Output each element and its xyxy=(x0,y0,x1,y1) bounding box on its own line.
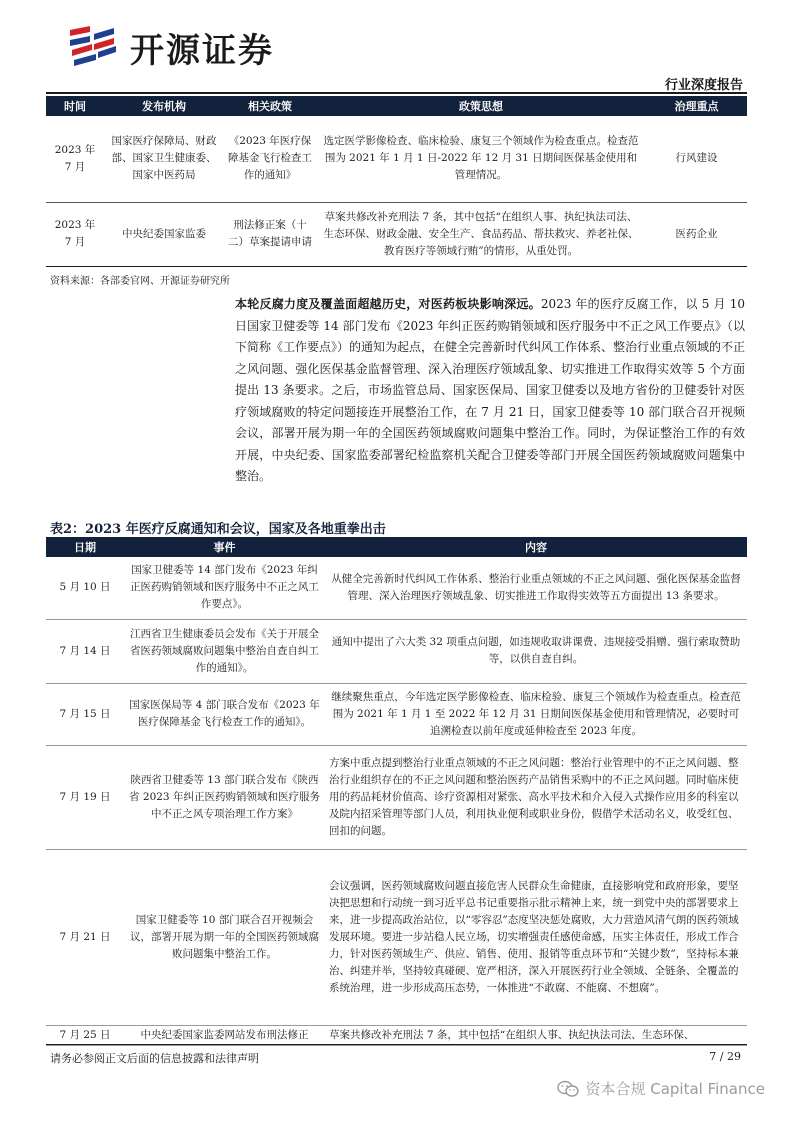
watermark-text: 资本合规 Capital Finance xyxy=(585,1080,765,1098)
logo-text: 开源证券 xyxy=(130,30,274,71)
content-cell: 方案中重点提到整治行业重点领域的不正之风问题：整治行业管理中的不正之风问题、整治行业组织存在的不正之风问题和整治医药产品销售采购中的不正之风问题。同时临床使用的药品耗材价值高、诊疗资源相对紧张、高水平技术和介入侵入式操作应用多的科室以及院内招采管理等部门人员，利用执业便利或职业身份，假借学术活动名义，收受红包、回扣的问题。 xyxy=(325,745,747,849)
date-cell: 7 月 25 日 xyxy=(46,1025,124,1045)
column-header: 日期 xyxy=(46,537,124,557)
event-cell: 陕西省卫健委等 13 部门联合发布《陕西省 2023 年纠正医药购销领域和医疗服务中不正之风专项治理工作方案》 xyxy=(124,745,325,849)
content-cell: 通知中提出了六大类 32 项重点问题，如违规收取讲课费、违规接受捐赠、强行索取赞助等，以供自查自纠。 xyxy=(325,619,747,683)
column-header: 相关政策 xyxy=(224,96,316,116)
content-cell: 草案共修改补充刑法 7 条，其中包括“在组织人事、执纪执法司法、生态环保、 xyxy=(325,1025,747,1045)
page-number: 7 / 29 xyxy=(709,1050,741,1063)
kaiyuan-logo-icon xyxy=(66,24,118,70)
content-cell: 从健全完善新时代纠风工作体系、整治行业重点领域的不正之风问题、强化医保基金监督管理、深入治理医疗领域乱象、切实推进工作取得实效等五方面提出 13 条要求。 xyxy=(325,557,747,619)
table-row xyxy=(46,1025,747,1045)
events-table xyxy=(46,537,747,1046)
wechat-icon xyxy=(557,1080,579,1098)
policy-cell: 《2023 年医疗保障基金飞行检查工作的通知》 xyxy=(224,116,316,202)
focus-cell: 行风建设 xyxy=(646,116,747,202)
event-cell: 国家卫健委等 10 部门联合召开视频会议，部署开展为期一年的全国医药领域腐败问题集中整治工作。 xyxy=(124,849,325,1025)
header-divider xyxy=(46,92,747,94)
table-row xyxy=(46,619,747,683)
paragraph-lead: 本轮反腐力度及覆盖面超越历史，对医药板块影响深远。 xyxy=(235,297,541,311)
events-table-header xyxy=(46,537,747,557)
column-header: 治理重点 xyxy=(646,96,747,116)
date-cell: 7 月 14 日 xyxy=(46,619,124,683)
column-header: 时间 xyxy=(46,96,104,116)
content-cell: 继续聚焦重点，今年选定医学影像检查、临床检验、康复三个领域作为检查重点。检查范围为 2021 年 1 月 1 至 2022 年 12 月 31 日期间医保基金使用和管理情况，必要时可追溯检查以前年度或延伸检查至 2023 年度。 xyxy=(325,683,747,745)
column-header: 事件 xyxy=(124,537,325,557)
column-header: 内容 xyxy=(325,537,747,557)
table-row xyxy=(46,202,747,266)
disclaimer-text: 请务必参阅正文后面的信息披露和法律声明 xyxy=(50,1052,259,1065)
body-paragraph xyxy=(235,294,745,488)
watermark xyxy=(557,1078,765,1099)
date-cell: 7 月 21 日 xyxy=(46,849,124,1025)
focus-cell: 医药企业 xyxy=(646,202,747,266)
column-header: 发布机构 xyxy=(104,96,224,116)
table-row xyxy=(46,557,747,619)
column-header: 政策思想 xyxy=(316,96,646,116)
policy-cell: 刑法修正案（十二）草案提请申请 xyxy=(224,202,316,266)
idea-cell: 选定医学影像检查、临床检验、康复三个领域作为检查重点。检查范围为 2021 年 1 月 1 日-2022 年 12 月 31 日期间医保基金使用和管理情况。 xyxy=(316,116,646,202)
table-row xyxy=(46,745,747,849)
event-cell: 国家卫健委等 14 部门发布《2023 年纠正医药购销领域和医疗服务中不正之风工作要点》。 xyxy=(124,557,325,619)
brand-logo xyxy=(66,22,274,72)
policy-table-header xyxy=(46,96,747,116)
table-row xyxy=(46,116,747,202)
table-source-note: 资料来源：各部委官网、开源证券研究所 xyxy=(50,276,230,287)
org-cell: 国家医疗保障局、财政部、国家卫生健康委、国家中医药局 xyxy=(104,116,224,202)
document-type-label: 行业深度报告 xyxy=(664,78,743,93)
org-cell: 中央纪委国家监委 xyxy=(104,202,224,266)
event-cell: 国家医保局等 4 部门联合发布《2023 年医疗保障基金飞行检查工作的通知》。 xyxy=(124,683,325,745)
date-cell: 7 月 19 日 xyxy=(46,745,124,849)
policy-table xyxy=(46,96,747,267)
idea-cell: 草案共修改补充刑法 7 条，其中包括“在组织人事、执纪执法司法、生态环保、财政金融、安全生产、食品药品、帮扶救灾、养老社保、教育医疗等领域行贿”的情形，从重处罚。 xyxy=(316,202,646,266)
content-cell: 会议强调，医药领域腐败问题直接危害人民群众生命健康，直接影响党和政府形象，要坚决把思想和行动统一到习近平总书记重要指示批示精神上来，统一到党中央的部署要求上来，进一步提高政治站位，以“零容忍”态度坚决惩处腐败，大力营造风清气朗的医药领域发展环境。要进一步站稳人民立场，切实增强责任感使命感，压实主体责任，形成工作合力，针对医药领域生产、供应、销售、使用、报销等重点环节和“关键少数”，坚持标本兼治、纠建并举，坚持较真碰硬、宽严相济，深入开展医药行业全领域、全链条、全覆盖的系统治理，进一步形成高压态势，一体推进“不敢腐、不能腐、不想腐”。 xyxy=(325,849,747,1025)
table-title: 表2：2023 年医疗反腐通知和会议，国家及各地重拳出击 xyxy=(50,522,386,537)
event-cell: 中央纪委国家监委网站发布刑法修正 xyxy=(124,1025,325,1045)
footer-divider xyxy=(46,1044,747,1045)
date-cell: 7 月 15 日 xyxy=(46,683,124,745)
time-cell: 2023 年 7 月 xyxy=(46,202,104,266)
paragraph-text: 2023 年的医疗反腐工作，以 5 月 10 日国家卫健委等 14 部门发布《2023 年纠正医药购销领域和医疗服务中不正之风工作要点》（以下简称《工作要点》）的通知为起点，在健全完善新时代纠风工作体系、整治行业重点领域的不正之风问题、强化医保基金监督管理、深入治理医疗领域乱象、切实推进工作取得实效等 5 个方面提出 13 条要求。之后，市场监管总局、国家医保局、国家卫健委以及地方省份的卫健委针对医疗领域腐败的特定问题接连开展整治工作，在 7 月 21 日，国家卫健委等 10 部门联合召开视频会议，部署开展为期一年的全国医药领域腐败问题集中整治工作。同时，为保证整治工作的有效开展，中央纪委、国家监委部署纪检监察机关配合卫健委等部门开展全国医药领域腐败问题集中整治。 xyxy=(235,297,746,483)
time-cell: 2023 年 7 月 xyxy=(46,116,104,202)
table-row xyxy=(46,683,747,745)
table-row xyxy=(46,849,747,1025)
event-cell: 江西省卫生健康委员会发布《关于开展全省医药领域腐败问题集中整治自查自纠工作的通知》。 xyxy=(124,619,325,683)
date-cell: 5 月 10 日 xyxy=(46,557,124,619)
